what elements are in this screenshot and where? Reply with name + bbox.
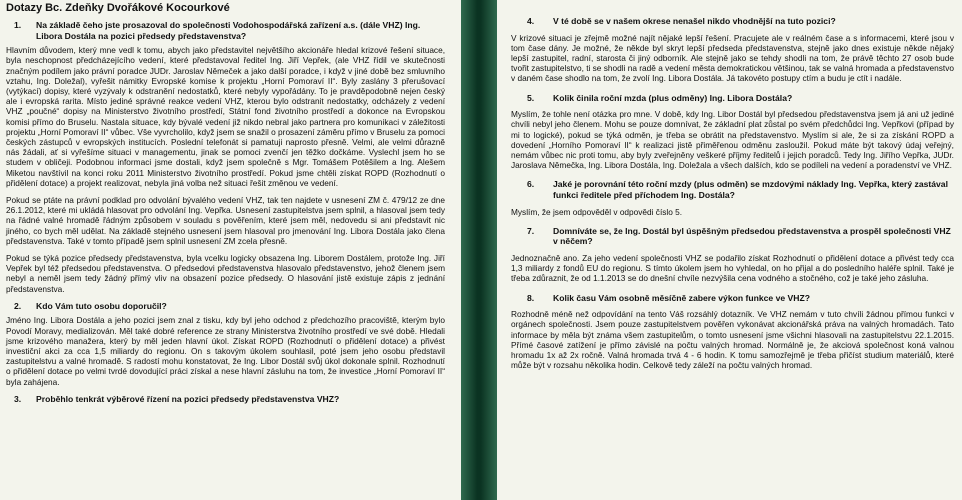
answer-paragraph: Jednoznačně ano. Za jeho vedení společnosti VHZ se podařilo získat Rozhodnutí o přidělení dotace a přivést tedy cca 1,3 miliardy z fondů EU do regionu. S tímto úkolem jsem ho vyhledal, on ho přijal a do posledního haléře splnil. Také je třeba zdůraznit, že od 1.1.2013 se do dnešní chvíle nezvýšila cena vodného a stočného, což je také jeho zásluha. [511,253,954,284]
question-text: Jaké je porovnání této roční mzdy (plus odměn) se mzdovými náklady Ing. Vepřka, který zastával funkci ředitele před příchodem Ing. Dostála? [553,179,948,201]
question-7 [511,226,954,247]
question-text: Kdo Vám tuto osobu doporučil? [36,300,167,311]
question-number: 6. [527,179,535,190]
question-number: 4. [527,16,535,26]
question-text: Domníváte se, že Ing. Dostál byl úspěšným předsedou představenstva a prospěl společnosti VHZ v něčem? [553,225,951,247]
question-8 [511,293,954,304]
answer-paragraph: Jméno Ing. Libora Dostála a jeho pozici jsem znal z tisku, kdy byl jeho odchod z předchozího pracoviště, kterým bylo Povodí Moravy, medializován. Měl také dobré reference ze strany Ministerstva životního prostředí ve své době. Hledali jsme krizového manažera, který by měl jeden hlavní úkol. Získat ROPD (Rozhodnutí o přidělení dotace) a přivést investiční akci za cca 1,5 miliardy do regionu. On s takovým úkolem souhlasil, poté jsem jeho osobu představil zastupitelstvu a valné hromadě. S radostí mohu konstatovat, že Ing. Libor Dostál svůj úkol dokonale splnil. Rozhodnutí o přidělení dotace po velmi tvrdé dovodující práci získal a nese hlavní zásluhu na tom, že investice „Horní Pomoraví II“ byla zahájena. [6,315,445,387]
answer-paragraph: Myslím, že jsem odpověděl v odpovědi číslo 5. [511,206,683,217]
answer-paragraph: V krizové situaci je zřejmě možné najít nějaké lepší řešení. Pracujete ale v reálném čase a s informacemi, které jsou v tom čase dány. Je možné, že někde byl skryt lepší předseda představenstva, stejně jako dnes existuje někde nějaký lepší zastupitel, radní, starosta či jiný odborník. Ale stejně jako se tehdy shodli na tom, že právě těchto 27 osob bude tvořit zastupitelstvo, ti se shodli na radě a vedení města demokratickou většinou, tak se valná hromada a představenstvo v daném čase shodlo na tom, že zvolí Ing. Libora Dostála. Já takovéto postupy ctím a budu je ctít i nadále. [511,32,954,84]
question-1 [6,20,445,41]
question-text: Kolik činila roční mzda (plus odměny) Ing. Libora Dostála? [553,92,793,103]
question-6 [511,179,954,200]
answer-paragraph: Pokud se ptáte na právní podklad pro odvolání bývalého vedení VHZ, tak ten najdete v usnesení ZM č. 479/12 ze dne 26.1.2012, které mi ukládá hlasovat pro odvolání Ing. Vepřka. Usnesení zastupitelstva jsem splnil, a hlasoval jsem tedy na řádné valné hromadě řádným způsobem v souladu s pověřením, které jsem měl, nedovedu si ani představit nic jiného, co bych měl udělat. Na základě stejného usnesení jsem hlasoval pro jmenování Ing. Libora Dostála jako člena představenstva. Také v tomto případě jsem splnil usnesení ZM zcela přesně. [6,195,445,246]
question-number: 3. [14,393,22,404]
document-title: Dotazy Bc. Zdeňky Dvořákové Kocourkové [6,2,230,14]
question-text: V té době se v našem okrese nenašel nikdo vhodnější na tuto pozici? [553,16,836,26]
answer-paragraph: Myslím, že tohle není otázka pro mne. V době, kdy Ing. Libor Dostál byl předsedou představenstva jsem já ani už jediné chvíli nebyl jeho členem. Mohu se pouze domnívat, že základní plat zůstal po svém předchůdci Ing. Vepřkovi (případ by mi to logické), pokud se týká odměn, je třeba se obrátit na představenstvo. Myslím si ale, že si za získání ROPD a dovedení „Horního Pomoraví II“ k realizaci jistě přiměřenou odměnu zasloužil. Pokud máte být takový údaj veřejný, nemám vůbec nic proti tomu, aby byly zveřejněny veškeré příjmy ředitelů i jejich poradců. Tedy Ing. Jiřího Vepřka, JUDr. Jaroslava Němečka, Ing. Libora Dostála, Ing. Doležala a všech dalších, kdo se podíleli na vedení a poradenství ve VHZ. [511,109,954,171]
question-5 [511,93,954,104]
answer-paragraph: Hlavním důvodem, který mne vedl k tomu, abych jako představitel největšího akcionáře hledal krizové řešení situace, byla neschopnost předcházejícího vedení, které představoval ředitel Ing. Jiří Vepřek, (ale VHZ řídil ve skutečnosti značným podílem jako právní poradce JUDr. Jaroslav Němeček a jako další poradce, i když v jiné době bez smluvního vztahu, Ing. Doležal), vyřešit námitky Evropské komise k projektu „Horní Pomoraví II“. Byly zaslány 3 přerušovací (vytýkací) dopisy, které vyzývaly k odstranění nedostatků, které nebyly vypořádány. To je pravděpodobně nejen český ale i evropská rarita. Místo jediné správné reakce vedení VHZ, kterou bylo odstranit nedostatky, odcházely z vedení VHZ „poučné“ dopisy na Ministerstvo životního prostředí, Státní fond životního prostředí a dokonce na Evropskou komisi přímo do Bruselu. Nastala situace, kdy bývalé vedení již nikdo nebral jako partnera pro komunikaci v záležitosti projektu „Horní Pomoraví II“ vůbec. Vše vyvrcholilo, když jsem se snažil o prosazení záměru přímo v Bruselu za pomoci českých zástupců v evropských institucích. Poslední telefonát si pamatuji naprosto přesně. Velmi, ale velmi důrazně nás žádali, ať si vyřešíme situaci v managementu, jinak se pomoci zvenčí jen těžko dočkáme. Vyslechl jsem ho se studem v obličeji. Podobnou informaci jsme dostali, když jsem společně s Mgr. Tomášem Potěšilem a Ing. Alešem Miketou navštívil na konci roku 2011 Ministerstvo životního prostředí. Pokud jsme chtěli získat ROPD (Rozhodnutí o přidělení dotace) a projekt realizovat, nebyla jiná volba než situaci řešit změnou ve vedení. [6,45,445,188]
document-page-right [497,0,962,500]
answer-paragraph: Rozhodně méně než odpovídání na tento Váš rozsáhlý dotazník. Ve VHZ nemám v tuto chvíli žádnou přímou funkci v orgánech společnosti. Jsem pouze zastupitelstvem pověřen vykonávat akcionářská práva na valných hromadách. Tato informace by měla být známa všem zastupitelům, o tomto usnesení jsme všichni hlasovali na zastupitelstvu 22.1.2015. Přímé časové zatížení je přímo závislé na počtu valných hromad. Normálně je, že akciová společnost koná valnou hromadu 1x až 2x ročně. Valná hromada trvá 4 - 6 hodin. K tomu samozřejmě je třeba přičíst studium materiálů, které může být v rozsahu několika hodin. Celkově tedy záleží na počtu valných hromad. [511,309,954,371]
question-3 [6,394,445,405]
question-4 [511,16,954,27]
document-page-left [0,0,461,500]
question-text: Na základě čeho jste prosazoval do společnosti Vodohospodářská zařízení a.s. (dále VHZ) Ing. Libora Dostála na pozici předsedy představenstva? [36,20,421,41]
answer-paragraph: Pokud se týká pozice předsedy představenstva, byla vcelku logicky obsazena Ing. Liborem Dostálem, protože Ing. Jiří Vepřek byl též předsedou představenstva. O předsedovi představenstva hlasovalo představenstvo, jehož členem jsem nebyl a neměl jsem tedy žádný přímý vliv na obsazení pozice předsedy. O hlasování jistě existuje zápis z jednání představenstva. [6,253,445,294]
question-text: Kolik času Vám osobně měsíčně zabere výkon funkce ve VHZ? [553,292,810,303]
question-number: 7. [527,225,535,236]
question-number: 8. [527,292,535,303]
question-number: 5. [527,92,535,103]
question-2 [6,301,445,312]
question-number: 1. [14,20,22,30]
page-gutter [461,0,497,500]
question-number: 2. [14,300,22,311]
question-text: Proběhlo tenkrát výběrové řízení na pozici předsedy představenstva VHZ? [36,393,340,404]
